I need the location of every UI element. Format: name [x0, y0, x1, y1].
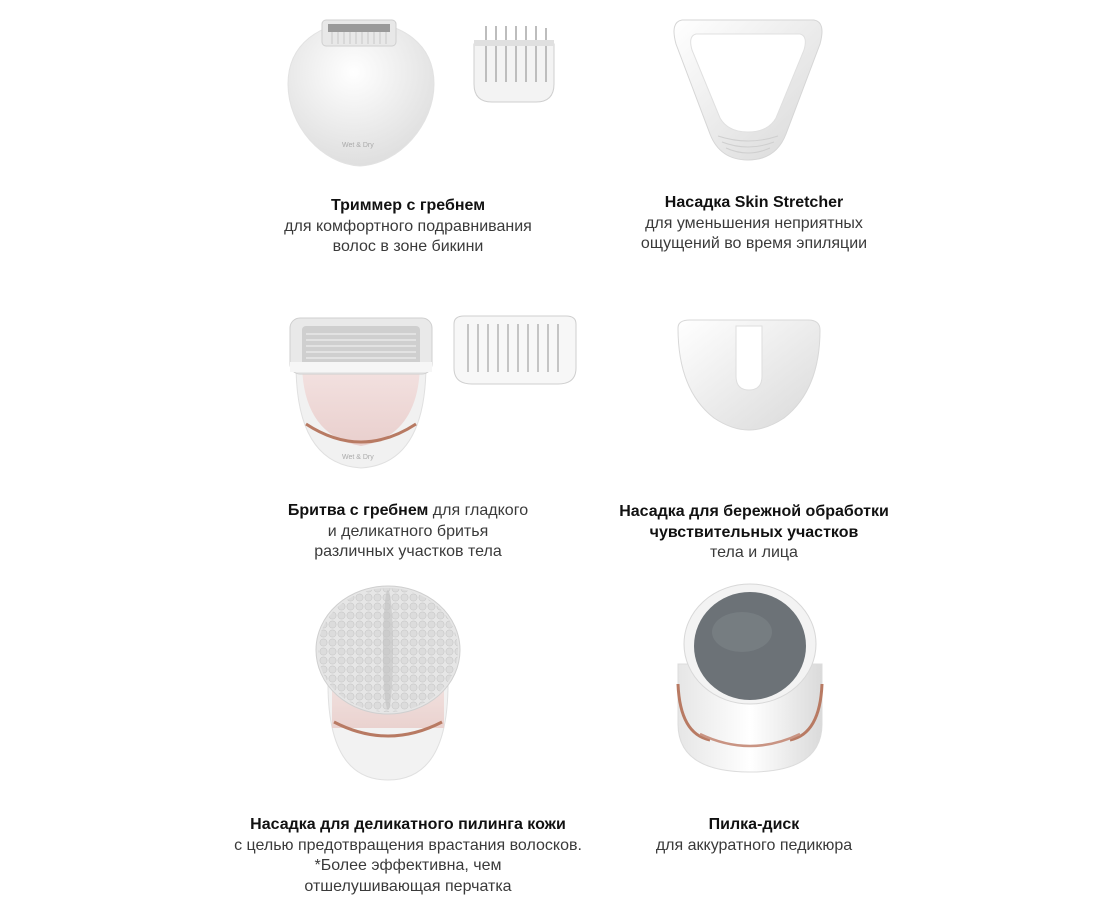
caption-desc: ощущений во время эпиляции [640, 235, 868, 252]
caption-skin-stretcher [604, 193, 904, 255]
caption-desc: с целью предотвращения врастания волосков. [234, 836, 582, 854]
caption-desc: волос в зоне бикини [332, 238, 484, 255]
skin-stretcher-image [668, 14, 828, 164]
caption-desc: *Более эффективна, чем [314, 857, 502, 874]
sensitive-cap-image [674, 318, 824, 432]
trimmer-device-image [282, 14, 442, 174]
device-mark: Wet & Dry [342, 454, 374, 461]
exfoliation-brush-image [310, 584, 466, 784]
caption-title: Бритва с гребнем [287, 502, 429, 519]
caption-desc: и деликатного бритья [327, 522, 489, 540]
caption-shaver [258, 501, 558, 563]
caption-trimmer [258, 196, 558, 258]
caption-title: Насадка Skin Stretcher [664, 194, 844, 211]
device-mark: Wet & Dry [342, 142, 374, 149]
caption-sensitive-cap [594, 502, 914, 564]
caption-title: Триммер с гребнем [330, 197, 486, 214]
pedicure-disc-image [670, 584, 830, 776]
caption-desc: для комфортного подравнивания [284, 217, 532, 235]
caption-title: Насадка для деликатного пилинга кожи [250, 816, 566, 833]
trimmer-comb-image [468, 22, 560, 106]
caption-desc: тела и лица [710, 544, 798, 561]
caption-title: чувствительных участков [649, 523, 859, 541]
shaver-comb-image [450, 314, 580, 388]
caption-title: Пилка-диск [708, 816, 800, 833]
caption-title: Насадка для бережной обработки [619, 503, 889, 520]
caption-desc: для аккуратного педикюра [655, 836, 853, 854]
caption-exfoliation [178, 815, 638, 897]
caption-desc: различных участков тела [314, 543, 502, 560]
caption-desc: для уменьшения неприятных [645, 214, 863, 232]
caption-pedicure [604, 815, 904, 856]
caption-desc: отшелушивающая перчатка [304, 877, 512, 895]
caption-desc: для гладкого [428, 502, 529, 519]
shaver-device-image [286, 314, 436, 472]
